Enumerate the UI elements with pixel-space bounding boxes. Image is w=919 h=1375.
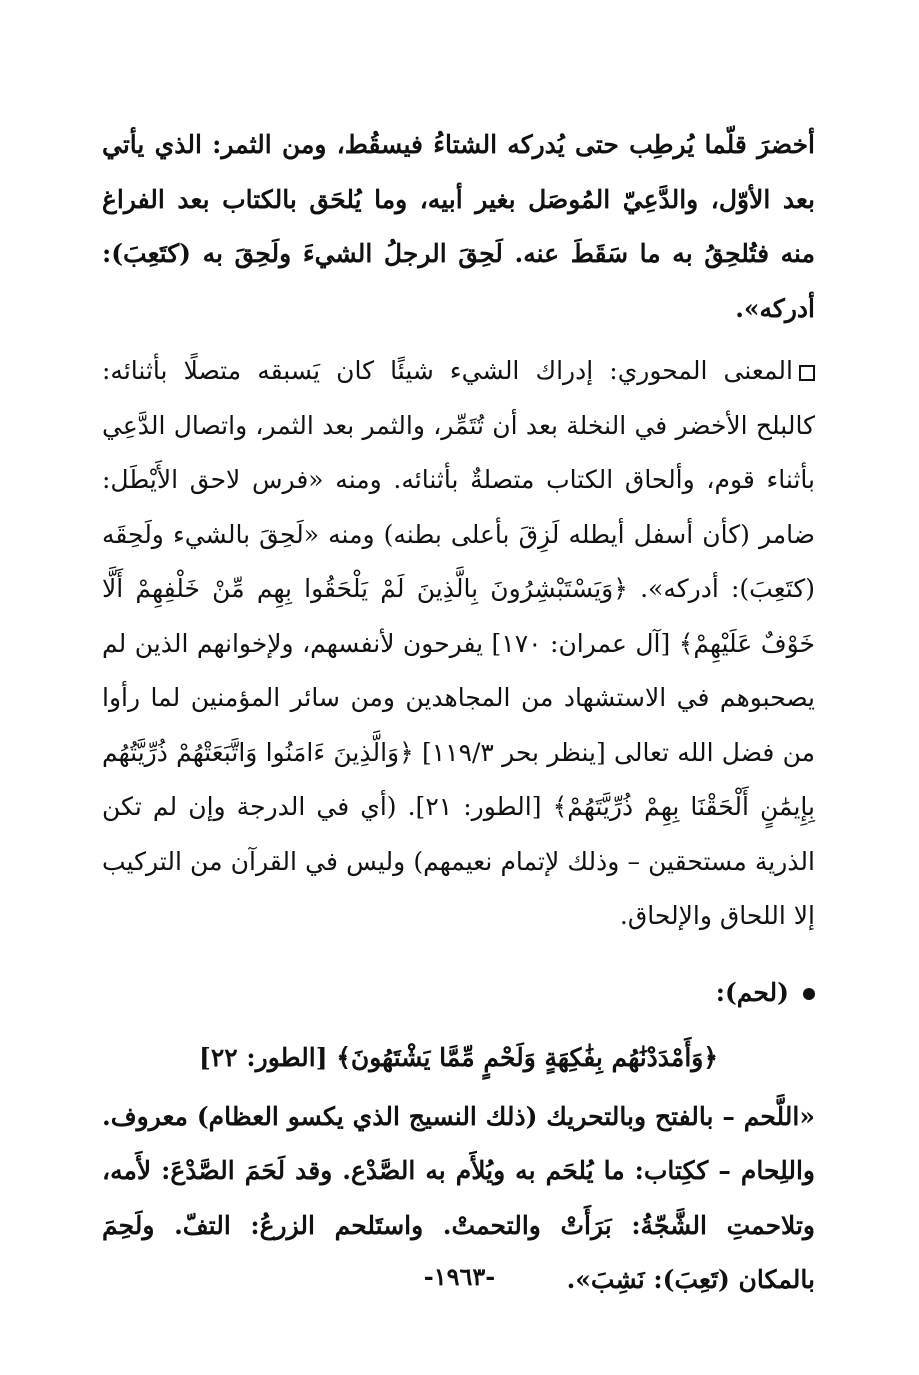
paragraph-continuation: أخضرَ قلّما يُرطِب حتى يُدركه الشتاءُ فيسقُط، ومن الثمر: الذي يأتي بعد الأوّل، والدَّعِيّ المُوصَل بغير أبيه، وما يُلحَق بالكتاب بعد الفراغ منه فتُلحِقُ به ما سَقَطَ عنه. لَحِقَ الرجلُ الشيءَ ولَحِقَ به (كتَعِبَ): أدركه». [102, 130, 815, 323]
paragraph-core-meaning [102, 344, 815, 944]
section-heading [102, 966, 815, 1020]
paragraph-lahm-definition: «اللَّحم – بالفتح وبالتحريك (ذلك النسيج الذي يكسو العظام) معروف. واللِحام – ككِتاب: ما يُلحَم به ويُلأَم به الصَّدْع. وقد لَحَمَ الصَّدْعَ: لأَمه، وتلاحمتِ الشَّجّةُ: بَرَأَتْ والتحمتْ. واستَلحم الزرعُ: التفّ. ولَحِمَ بالمكان (تَعِبَ): نَشِبَ». [102, 1101, 815, 1294]
bullet-dot-icon [803, 988, 815, 1000]
quran-verse: ﴿وَأَمْدَدْنَٰهُم بِفَٰكِهَةٍ وَلَحْمٍ مِّمَّا يَشْتَهُونَ﴾ [الطور: ٢٢] [199, 1042, 718, 1072]
square-box-icon [799, 365, 815, 381]
page-number: -١٩٦٣- [423, 1262, 496, 1291]
core-meaning-text: إدراك الشيء شيئًا كان يَسبقه متصلًا بأثنائه: كالبلح الأخضر في النخلة بعد أن تُتَمِّر، والثمر بعد الثمر، واتصال الدَّعِي بأثناء قوم، وألحاق الكتاب متصلةٌ بأثنائه. ومنه «فرس لاحق الأَيْطَل: ضامر (كأن أسفل أيطله لَزِقَ بأعلى بطنه) ومنه «لَحِقَ بالشيء ولَحِقَه (كتَعِبَ): أدركه». ﴿وَيَسْتَبْشِرُونَ بِالَّذِينَ لَمْ يَلْحَقُوا بِهِم مِّنْ خَلْفِهِمْ أَلَّا خَوْفٌ عَلَيْهِمْ﴾ [آل عمران: ١٧٠] يفرحون لأنفسهم، ولإخوانهم الذين لم يصحبوهم في الاستشهاد من المجاهدين ومن سائر المؤمنين لما رأوا من فضل الله تعالى [ينظر بحر ١١٩/٣] ﴿وَالَّذِينَ ءَامَنُوا وَاتَّبَعَتْهُمْ ذُرِّيَّتُهُم بِإِيمَٰنٍ أَلْحَقْنَا بِهِمْ ذُرِّيَّتَهُمْ﴾ [الطور: ٢١]. (أي في الدرجة وإن لم تكن الذرية مستحقين – وذلك لإتمام نعيمهم) وليس في القرآن من التركيب إلا اللحاق والإلحاق. [102, 356, 815, 930]
section-heading-text: (لحم): [715, 977, 789, 1007]
core-meaning-label: المعنى المحوري: [609, 356, 793, 385]
